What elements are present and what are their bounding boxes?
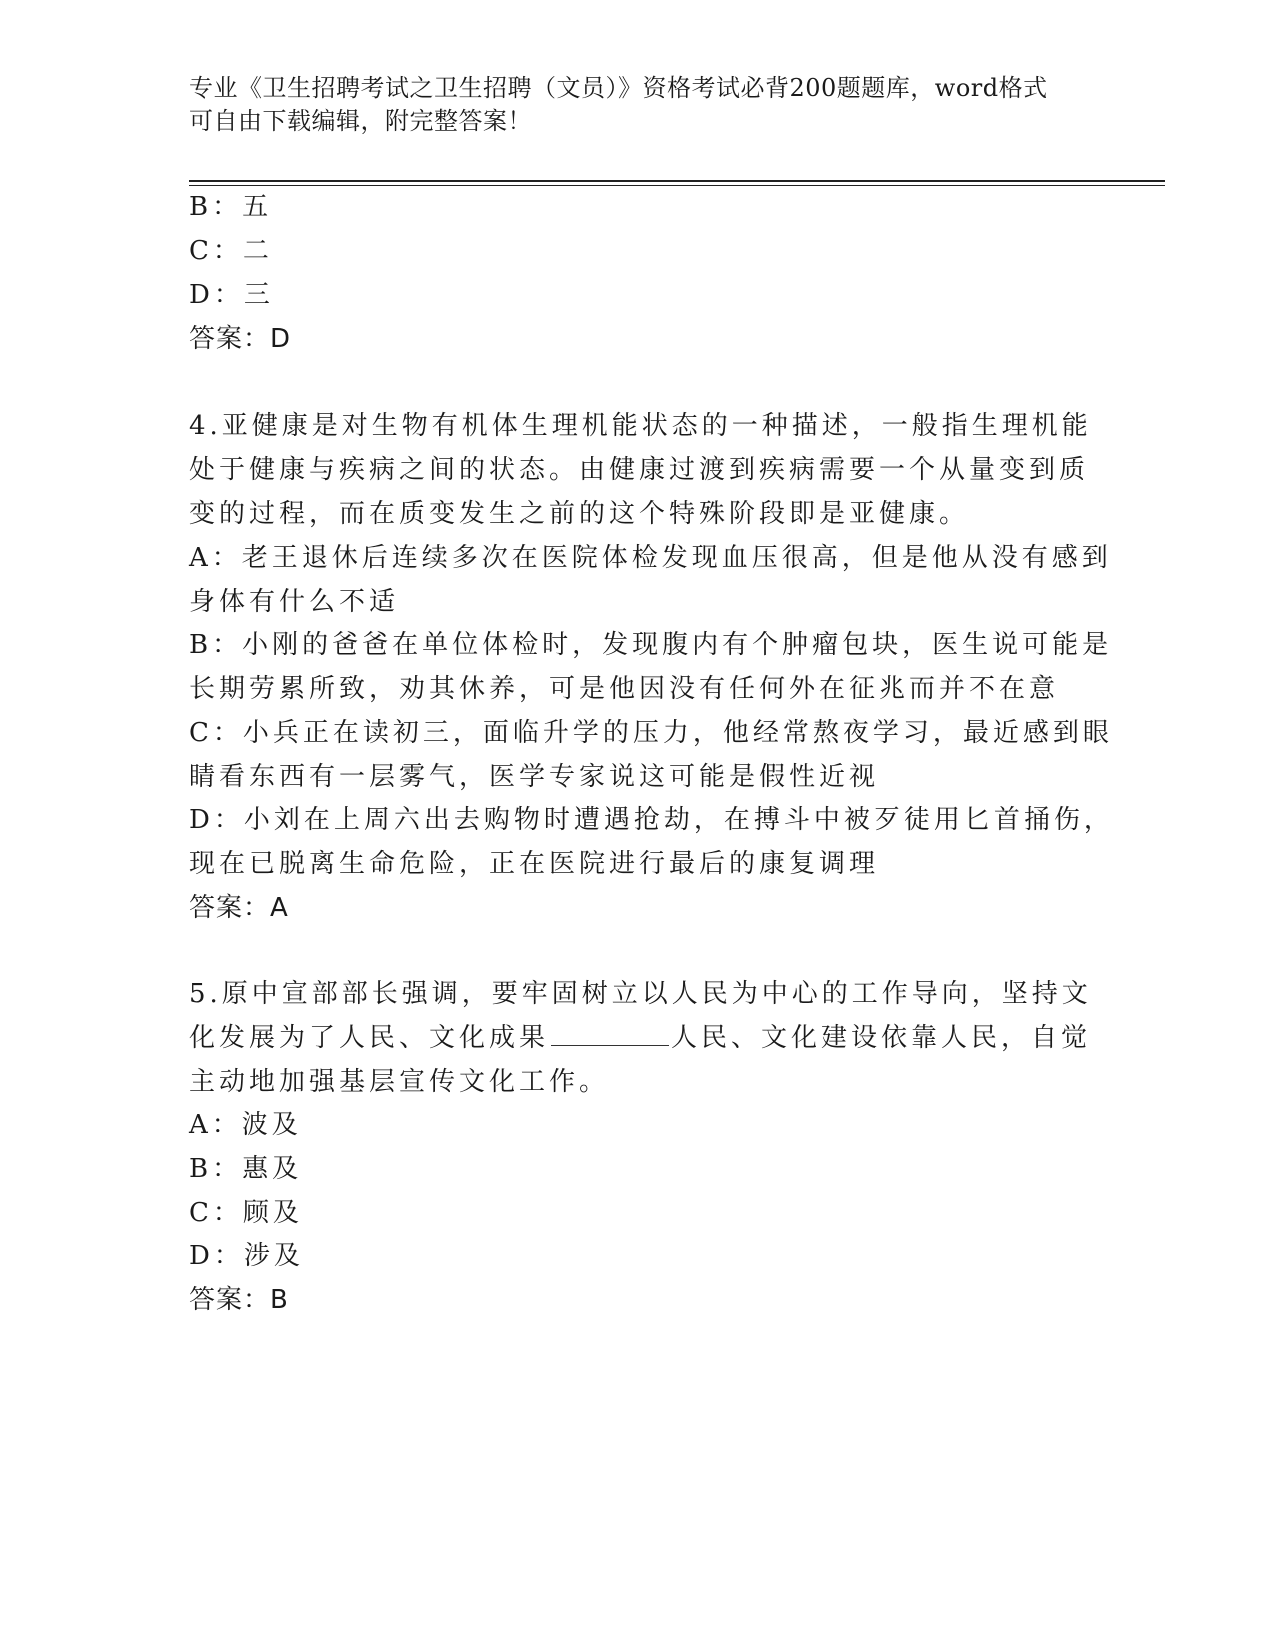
q3-answer: 答案：D: [189, 324, 292, 354]
q4-stem-line-1: 4.亚健康是对生物有机体生理机能状态的一种描述，一般指生理机能: [189, 411, 1092, 441]
q5-option-c: C：顾及: [189, 1198, 303, 1228]
q5-stem-line-1: 5.原中宣部部长强调，要牢固树立以人民为中心的工作导向，坚持文: [189, 979, 1092, 1009]
q4-option-c-line-1: C：小兵正在读初三，面临升学的压力，他经常熬夜学习，最近感到眼: [189, 718, 1113, 748]
fill-in-blank: [551, 1023, 669, 1046]
q5-option-b: B：惠及: [189, 1154, 303, 1184]
q4-option-d-line-1: D：小刘在上周六出去购物时遭遇抢劫，在搏斗中被歹徒用匕首捅伤，: [189, 805, 1114, 835]
q4-option-d-line-2: 现在已脱离生命危险，正在医院进行最后的康复调理: [189, 849, 880, 879]
document-header: [189, 72, 1069, 138]
q5-stem-line-3: 主动地加强基层宣传文化工作。: [189, 1067, 610, 1097]
q4-stem-line-3: 变的过程，而在质变发生之前的这个特殊阶段即是亚健康。: [189, 499, 970, 529]
q4-option-a-line-1: A：老王退休后连续多次在医院体检发现血压很高，但是他从没有感到: [189, 543, 1112, 573]
q5-stem-line-2-after: 人民、文化建设依靠人民，自觉: [671, 1023, 1092, 1053]
q4-answer: 答案：A: [189, 893, 289, 923]
q4-option-b-line-2: 长期劳累所致，劝其休养，可是他因没有任何外在征兆而并不在意: [189, 674, 1060, 704]
header-line-1: 专业《卫生招聘考试之卫生招聘（文员）》资格考试必背200题题库，word格式: [189, 74, 1048, 102]
q3-option-c: C：二: [189, 236, 273, 266]
q4-option-b-line-1: B：小刚的爸爸在单位体检时，发现腹内有个肿瘤包块，医生说可能是: [189, 630, 1113, 660]
q5-answer: 答案：B: [189, 1285, 289, 1315]
q4-option-a-line-2: 身体有什么不适: [189, 587, 400, 617]
q3-option-d: D：三: [189, 280, 274, 310]
q5-option-a: A：波及: [189, 1110, 302, 1140]
q5-stem-line-2-before: 化发展为了人民、文化成果: [189, 1023, 550, 1053]
header-line-2: 可自由下载编辑，附完整答案！: [189, 107, 532, 135]
header-divider-bottom: [189, 185, 1165, 186]
q4-stem-line-2: 处于健康与疾病之间的状态。由健康过渡到疾病需要一个从量变到质: [189, 455, 1090, 485]
q4-option-c-line-2: 睛看东西有一层雾气，医学专家说这可能是假性近视: [189, 762, 880, 792]
q5-stem-line-2: [189, 1021, 1092, 1055]
q5-option-d: D：涉及: [189, 1241, 304, 1271]
header-divider-top: [189, 180, 1165, 182]
q3-option-b: B：五: [189, 192, 273, 222]
